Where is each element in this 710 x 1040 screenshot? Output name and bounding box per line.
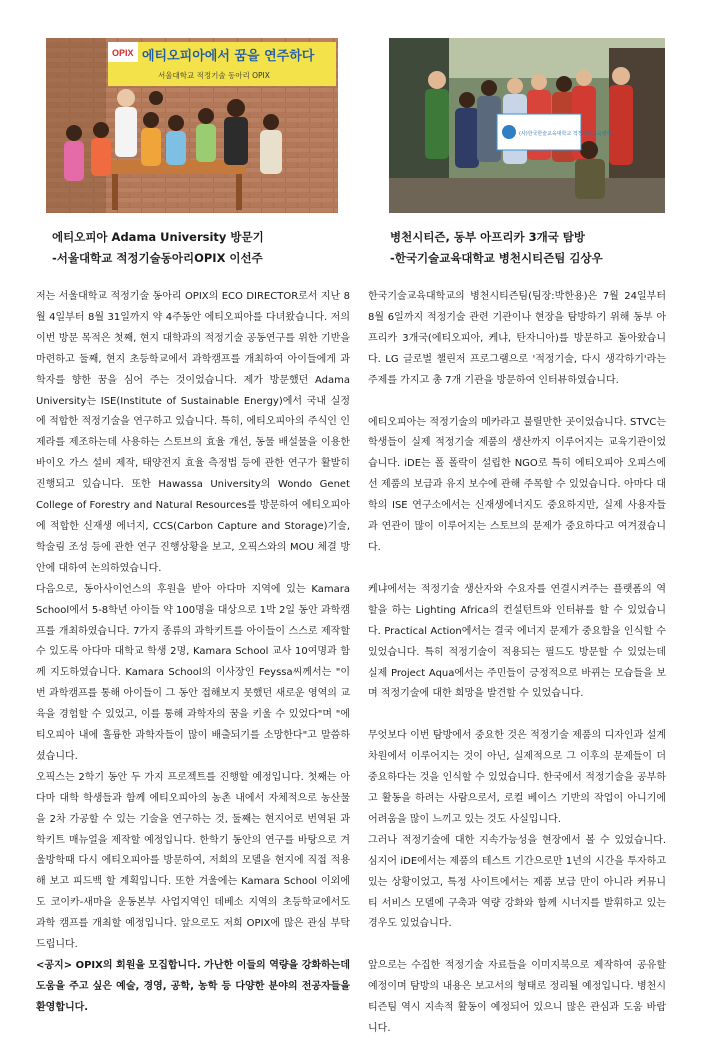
right-article-author: -한국기술교육대학교 병천시티즌팀 김상우 bbox=[390, 251, 603, 265]
paragraph: 에티오피아는 적정기술의 메카라고 불릴만한 곳이었습니다. STVC는 학생들이 실제 적정기술 제품의 생산까지 이루어지는 교육기관이었습니다. iDE는 폴 폴락이 설립한 NGO로 특히 에티오피아 오피스에선 제품의 보급과 유지 보수에 관해 주목할 수 있었습니다. 아마다 대학의 ISE 연구소에서는 신재생에너지도 중요하지만, 실제 사용자들과 연관이 많이 이루어지는 스토브의 문제가 중요하다고 여겨졌습니다. bbox=[368, 416, 666, 553]
paragraph: 다음으로, 동아사이언스의 후원을 받아 아다마 지역에 있는 Kamara School에서 5-8학년 아이들 약 100명을 대상으로 1박 2일 동안 과학캠프를 개최하였습니다. 7가지 종류의 과학키트를 아이들이 스스로 제작할 수 있도록 아다마 대학교 학생 2명, Kamara School 교사 10여명과 함께 지도하였습니다. Kamara School의 이사장인 Feyssa씨께서는 "이번 과학캠프를 통해 아이들이 그 동안 접해보지 못했던 새로운 영역의 교육을 경험할 수 있었고, 이를 통해 과학자의 꿈을 키울 수 있었다"며 "에티오피아 내에 훌륭한 과학자들이 많이 배출되기를 소망한다"고 말씀하셨습니다. bbox=[36, 583, 350, 762]
membership-notice: <공지> OPIX의 회원을 모집합니다. 가난한 이들의 역량을 강화하는데 도움을 주고 싶은 예술, 경영, 공학, 농학 등 다양한 분야의 전공자들을 환영합니다. bbox=[36, 960, 350, 1013]
opix-logo: OPIX bbox=[112, 48, 134, 58]
held-banner-text: (사)한국한술교육대학교 적정기술교육센터 bbox=[519, 131, 612, 137]
team-photo bbox=[389, 38, 665, 213]
left-article-body bbox=[36, 287, 350, 1019]
paragraph: 무엇보다 이번 탐방에서 중요한 것은 적정기술 제품의 디자인과 설계 차원에서 이루어지는 것이 아닌, 실제적으로 그 이후의 문제들이 더 중요하다는 것을 인식할 수 있었습니다. 한국에서 적정기술을 공부하고 활동을 하려는 사람으로서, 로컬 베이스 기반의 작업이 아니기에 어려움을 많이 느끼고 있는 것도 사실입니다. bbox=[368, 730, 666, 825]
paragraph: 오픽스는 2학기 동안 두 가지 프로젝트를 진행할 예정입니다. 첫째는 아다마 대학 학생들과 함께 에티오피아의 농촌 내에서 자체적으로 농산물을 2차 가공할 수 있는 기술을 연구하는 것, 둘째는 현지어로 번역된 과학키트 매뉴얼을 제작할 예정입니다. 한학기 동안의 연구를 바탕으로 겨울방학때 다시 에티오피아를 방문하여, 저희의 모델을 현지에 직접 적용해 보고 피드백 할 계획입니다. 또한 겨울에는 Kamara School 이외에도 코이카-새마을 운동본부 사업지역인 데베소 지역의 초등학교에서도 과학 캠프를 개최할 예정입니다. 앞으로도 저희 OPIX에 많은 관심 부탁드립니다. bbox=[36, 771, 350, 951]
paragraph: 한국기술교육대학교의 병천시티즌팀(팀장:박한용)은 7월 24일부터 8월 6일까지 적정기술 관련 기관이나 현장을 탐방하기 위해 동부 아프리카 3개국(에티오피아, 케냐, 탄자니아)를 방문하고 돌아왔습니다. LG 글로벌 챌린저 프로그램으로 '적정기술, 다시 생각하기'라는 주제를 가지고 총 7개 기관을 방문하여 인터뷰하였습니다. bbox=[368, 291, 666, 386]
left-article-title: 에티오피아 Adama University 방문기 bbox=[52, 230, 264, 244]
banner-subtitle: 서울대학교 적정기술 동아리 OPIX bbox=[158, 71, 270, 80]
classroom-photo bbox=[46, 38, 338, 213]
right-article-heading bbox=[390, 227, 603, 269]
paragraph: 저는 서울대학교 적정기술 동아리 OPIX의 ECO DIRECTOR로서 지난 8월 4일부터 8월 31일까지 약 4주동안 에티오피아를 다녀왔습니다. 저의 이번 방문 목적은 첫째, 현지 대학과의 적정기술 공동연구를 위한 기반을 마련하고 둘째, 현지 초등학교에서 과학캠프를 개최하여 아이들에게 과학자를 향한 꿈을 심어 주는 것이었습니다. 제가 방문했던 Adama University는 ISE(Institute of Sustainable Energy)에서 국내 실정에 적합한 적정기술을 연구하고 있습니다. 특히, 에티오피아의 주식인 인제라를 제조하는데 사용하는 스토브의 효율 개선, 동물 배설물을 이용한 바이오 가스 설비 제작, 태양전지 효율 측정법 등에 관한 연구가 활발히 진행되고 있습니다. 또한 Hawassa University의 Wondo Genet College of Forestry and Natural Resources를 방문하여 에티오피아에 적합한 신재생 에너지, CCS(Carbon Capture and Storage)기술, 학술림 조성 등에 관한 연구 진행상황을 보고, 오픽스와의 MOU 체결 방안에 대하여 논의하였습니다. bbox=[36, 291, 350, 574]
banner-title: 에티오피아에서 꿈을 연주하다 bbox=[142, 49, 315, 64]
paragraph: 앞으로는 수집한 적정기술 자료들을 이미지북으로 제작하여 공유할 예정이며 탐방의 내용은 보고서의 형태로 정리될 예정입니다. 병천시티즌팀 역시 지속적 활동이 예정되어 있으니 많은 관심과 도움 바랍니다. bbox=[368, 960, 666, 1035]
right-article-body bbox=[368, 287, 666, 1040]
paragraph: 케냐에서는 적정기술 생산자와 수요자를 연결시켜주는 플랫폼의 역할을 하는 Lighting Africa의 컨설턴트와 인터뷰를 할 수 있었습니다. Practical Action에서는 결국 에너지 문제가 중요함을 인식할 수 있었습니다. 특히 적정기술이 적용되는 필드도 방문할 수 있었는데 실제 Project Aqua에서는 주민들이 긍정적으로 바뀌는 모습들을 보며 적정기술에 대한 희망을 발견할 수 있었습니다. bbox=[368, 583, 666, 700]
right-photo bbox=[389, 38, 665, 213]
paragraph: 그러나 적정기술에 대한 지속가능성을 현장에서 볼 수 있었습니다. 심지어 iDE에서는 제품의 테스트 기간으로만 1년의 시간을 투자하고 있는 상황이었고, 특정 사이트에서는 제품 보급 만이 아니라 커뮤니티 서비스 모델에 구축과 역량 강화와 함께 시너지를 발휘하고 있는 경우도 있었습니다. bbox=[368, 834, 666, 930]
left-article-heading bbox=[52, 227, 264, 269]
right-article-title: 병천시티즌, 동부 아프리카 3개국 탐방 bbox=[390, 230, 586, 244]
left-article-author: -서울대학교 적정기술동아리OPIX 이선주 bbox=[52, 251, 263, 265]
left-photo bbox=[46, 38, 338, 213]
